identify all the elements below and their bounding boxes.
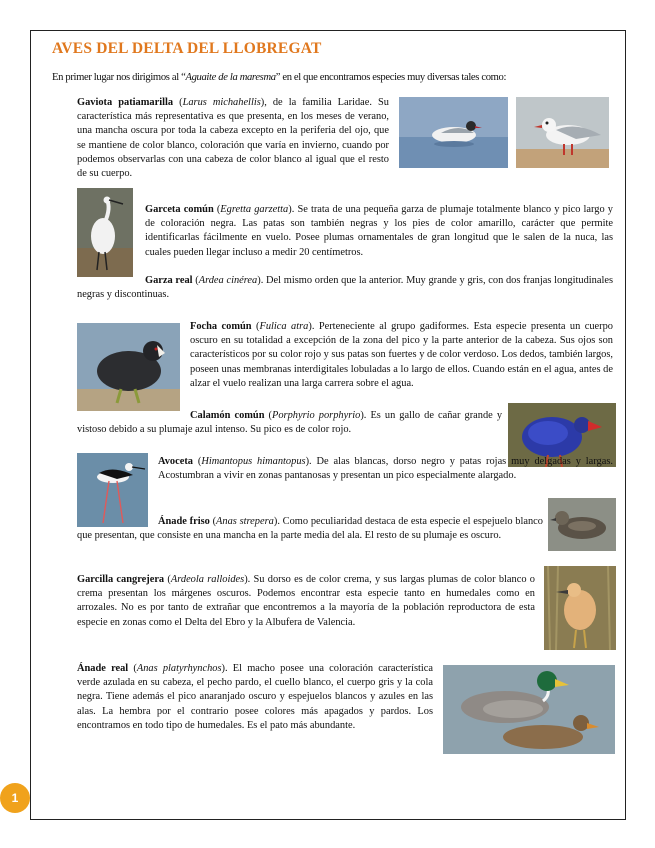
bird-name: Ánade real — [77, 663, 129, 674]
bird-latin: Larus michahellis — [182, 97, 261, 108]
bird-text: , de la familia Laridae. Su característica más representativa es que presenta, en los meses de verano, una mancha oscura por toda la cabeza excepto en la periferia del ojo, que se mantiene de color blanco, coloración que varía en invierno, cuando por podemos observarlas con una cabeza de color blanco al igual que el resto de su cuerpo. — [77, 97, 389, 180]
bird-text: . Es un gallo de cañar grande y vistoso debido a su plumaje azul intenso. Su pico es de color rojo. — [77, 410, 503, 436]
bird-text: . Su dorso es de color crema, y sus largas plumas de color blanco o crema presentan los márgenes oscuros. Podemos encontrar esta especie tanto en humedales como en arrozales. No es por tanto de extrañar que encontremos a la mayoría de la población reproductora de esta especie en zonas como el Delta del Ebro y la Albufera de Valencia. — [77, 574, 536, 628]
bird-name: Calamón común — [190, 410, 265, 421]
bird-name: Gaviota patiamarilla — [77, 97, 174, 108]
bird-latin: Egretta garzetta — [220, 204, 289, 215]
bird-name: Garcilla cangrejera — [77, 574, 165, 585]
bird-name: Focha común — [190, 321, 252, 332]
bird-text: . Se trata de una pequeña garza de plumaje totalmente blanco y pico largo y de coloración negra. Las patas son también negras y los pies de color amarillo, carácter que permite identificarlas fácilmente en vuelo. Posee plumas ornamentales de gran longitud que le salen de la nuca, las cuales pueden llegar incluso a medir 20 centímetros. — [145, 204, 613, 258]
bird-text: . Como peculiaridad destaca de esta especie el espejuelo blanco que presentan, que consiste en una mancha en la parte media del ala. El resto de su plumaje es oscuro. — [77, 516, 543, 542]
bird-name: Avoceta — [158, 456, 194, 467]
bird-text: . Del mismo orden que la anterior. Muy grande y gris, con dos franjas longitudinales negras y discontinuas. — [77, 275, 613, 301]
gull-photo-standing — [516, 97, 609, 168]
bird-paragraph-real: Ánade real (Anas platyrhynchos). El macho posee una coloración característica verde azulada en su cabeza, el pecho pardo, el cuello blanco, el cuerpo gris y la cola negra. Tiene además el pico anaranjado oscuro y espejuelos blancos y azules en las alas. La hembra por el contrario posee colores más apagados y pardos. Los encontramos en todo tipo de humedales. Es el pato más abundante. — [77, 663, 434, 731]
coot-photo — [77, 323, 180, 411]
bird-latin: Anas platyrhynchos — [136, 663, 222, 674]
bird-paragraph-friso: Ánade friso (Anas strepera). Como peculiaridad destaca de esta especie el espejuelo blanco que presentan, que consiste en una mancha en la parte media del ala. El resto de su plumaje es oscuro. — [77, 516, 543, 542]
gadwall-photo — [548, 498, 616, 551]
bird-paragraph-garceta: Garceta común (Egretta garzetta). Se trata de una pequeña garza de plumaje totalmente blanco y pico largo y de coloración negra. Las patas son también negras y los pies de color amarillo, carácter que permite identificarlas fácilmente en vuelo. Posee plumas ornamentales de gran longitud que le salen de la nuca, las cuales pueden llegar incluso a medir 20 centímetros. — [145, 204, 613, 258]
egret-photo — [77, 188, 133, 277]
gull-photo-swimming — [399, 97, 508, 168]
bird-paragraph-avoceta: Avoceta (Himantopus himantopus). De alas blancas, dorso negro y patas rojas muy delgadas y largas. Acostumbran a vivir en zonas pantanosas y presentan un pico especialmente alargado. — [158, 456, 613, 482]
page-title: AVES DEL DELTA DEL LLOBREGAT — [52, 40, 322, 57]
bird-latin: Porphyrio porphyrio — [272, 410, 361, 421]
page-number-badge: 1 — [0, 783, 30, 813]
bird-paragraph-garza: Garza real (Ardea cinérea). Del mismo orden que la anterior. Muy grande y gris, con dos franjas longitudinales negras y discontinuas. — [77, 275, 613, 301]
mallard-photo — [443, 665, 615, 754]
bird-paragraph-calamon: Calamón común (Porphyrio porphyrio). Es un gallo de cañar grande y vistoso debido a su plumaje azul intenso. Su pico es de color rojo. — [77, 410, 503, 436]
bird-text: . El macho posee una coloración característica verde azulada en su cabeza, el pecho pardo, el cuello blanco, el cuerpo gris y la cola negra. Tiene además el pico anaranjado oscuro y espejuelos blancos y azules en las alas. La hembra por el contrario posee colores más apagados y pardos. Los encontramos en todo tipo de humedales. Es el pato más abundante. — [77, 663, 434, 731]
bird-name: Garza real — [145, 275, 193, 286]
bird-text: . De alas blancas, dorso negro y patas rojas muy delgadas y largas. Acostumbran a vivir en zonas pantanosas y presentan un pico especialmente alargado. — [158, 456, 613, 482]
bird-text: . Perteneciente al grupo gadiformes. Esta especie presenta un cuerpo oscuro en su totalidad a excepción de la zona del pico y la parte anterior de la cabeza. Sus ojos son característicos por su color rojo y sus patas son fuertes y de color verdoso. Los dedos, también largos, poseen unas membranas interdigitales lobuladas a lo largo de ellos. Cuando están en el agua, antes de alzar el vuelo realizan una larga carrera sobre el agua. — [190, 321, 614, 389]
bird-latin: Fulica atra — [259, 321, 309, 332]
bird-latin: Ardea cinérea — [198, 275, 258, 286]
bird-latin: Himantopus himantopus — [201, 456, 306, 467]
intro-before: En primer lugar nos dirigimos al “ — [52, 72, 186, 83]
bird-paragraph-focha: Focha común (Fulica atra). Perteneciente al grupo gadiformes. Esta especie presenta un cuerpo oscuro en su totalidad a excepción de la zona del pico y la parte anterior de la cabeza. Sus ojos son característicos por su color rojo y sus patas son fuertes y de color verdoso. Los dedos, también largos, poseen unas membranas interdigitales lobuladas a lo largo de ellos. Cuando están en el agua, antes de alzar el vuelo realizan una larga carrera sobre el agua. — [190, 321, 614, 389]
bird-name: Ánade friso — [158, 516, 210, 527]
bird-latin: Ardeola ralloides — [170, 574, 245, 585]
bird-paragraph-garcilla: Garcilla cangrejera (Ardeola ralloides). Su dorso es de color crema, y sus largas plumas de color blanco o crema presentan los márgenes oscuros. Podemos encontrar esta especie tanto en humedales como en arrozales. No es por tanto de extrañar que encontremos a la mayoría de la población reproductora de esta especie en zonas como el Delta del Ebro y la Albufera de Valencia. — [77, 574, 536, 628]
bird-latin: Anas strepera — [216, 516, 274, 527]
intro-place: Aguaite de la maresma — [185, 72, 276, 83]
intro-after: ” en el que encontramos especies muy diversas tales como: — [275, 72, 507, 83]
intro-paragraph — [52, 72, 612, 83]
bird-paragraph-gaviota: Gaviota patiamarilla (Larus michahellis), de la familia Laridae. Su característica más representativa es que presenta, en los meses de verano, una mancha oscura por toda la cabeza excepto en la periferia del ojo, que se mantiene de color blanco, coloración que varía en invierno, cuando por podemos observarlas con una cabeza de color blanco al igual que el resto de su cuerpo. — [77, 97, 389, 180]
bird-name: Garceta común — [145, 204, 214, 215]
squacco-heron-photo — [544, 566, 616, 650]
